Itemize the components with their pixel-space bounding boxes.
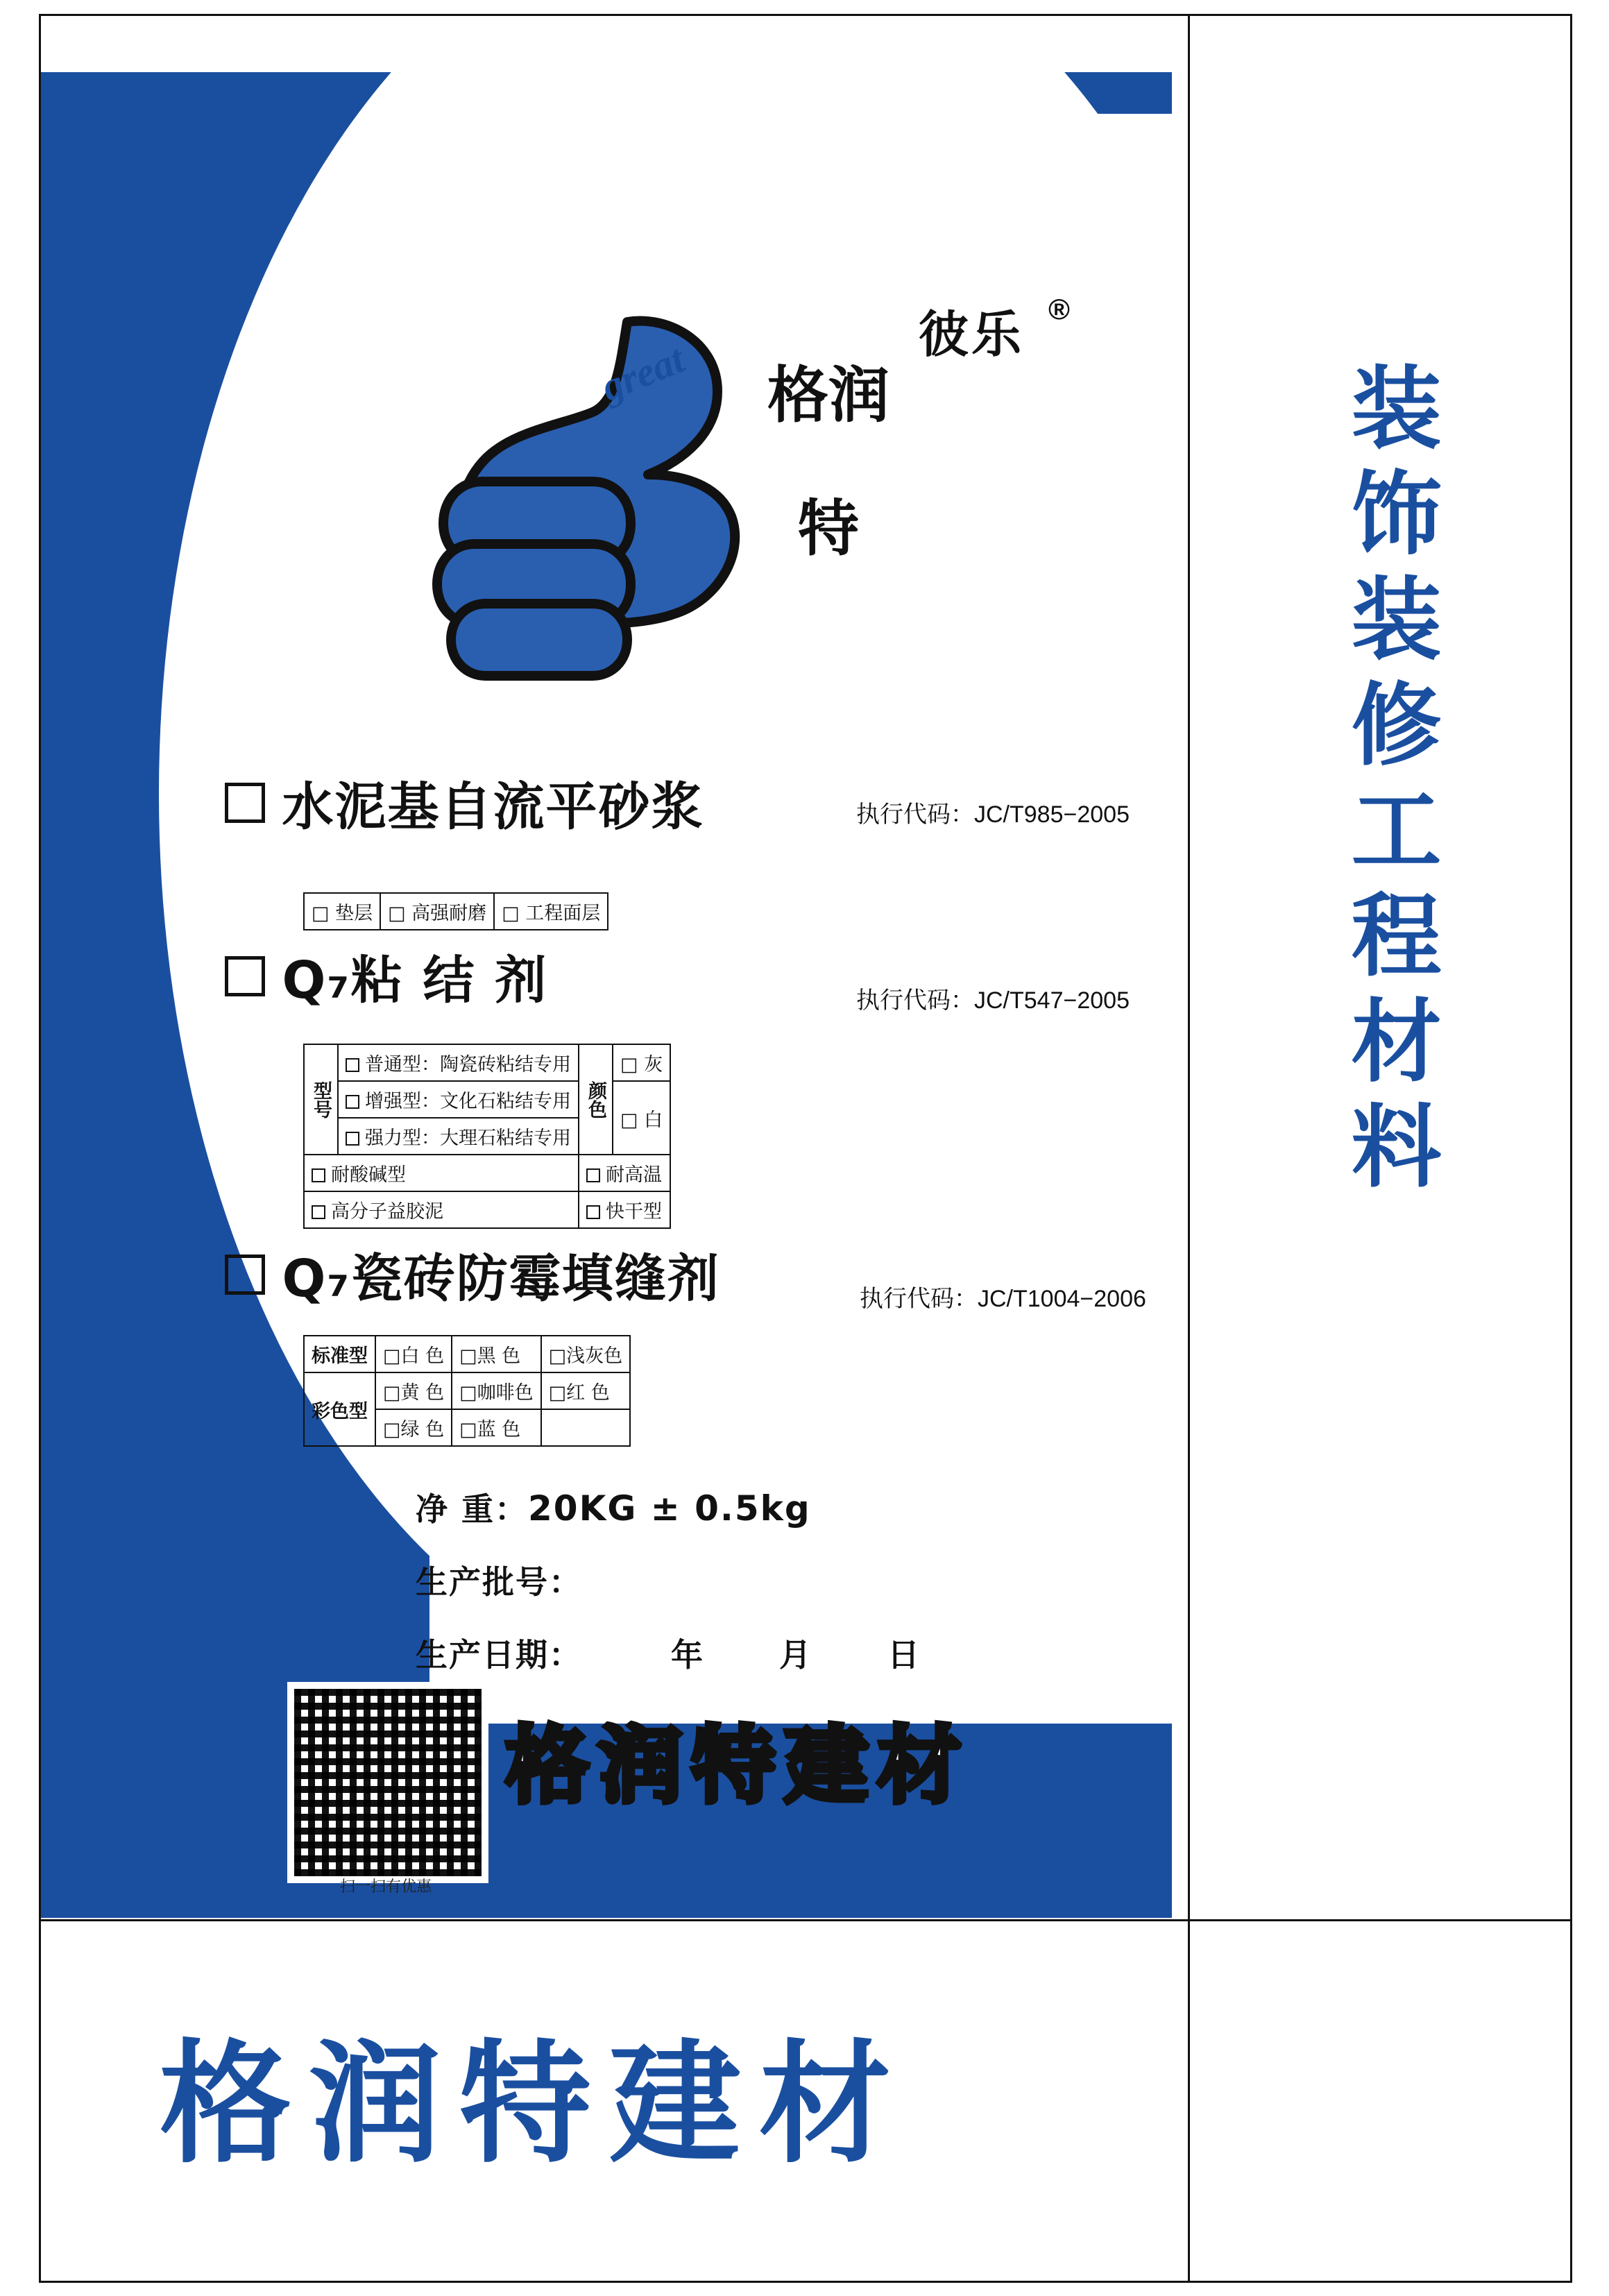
product-3-color-table xyxy=(303,1335,631,1447)
logo-chinese-name: 格润特 xyxy=(767,359,889,564)
logo-english-mark: great xyxy=(595,336,691,410)
product-1-option-cell[interactable]: □ 垫层 xyxy=(304,893,380,930)
production-date-label: 生产日期： xyxy=(416,1636,582,1674)
product-2-type-text: 强力型：大理石粘结专用 xyxy=(365,1128,571,1149)
product-2-type-text: 快干型 xyxy=(606,1201,662,1223)
bottom-brand-logo: 格润特建材 xyxy=(160,2027,910,2181)
product-2-type-label: 型号 xyxy=(304,1044,338,1155)
product-2-standard: 执行代码：JC/T547−2005 xyxy=(856,987,1130,1014)
batch-number-label: 生产批号： xyxy=(416,1563,582,1601)
product-3-color-cell-empty[interactable] xyxy=(541,1409,631,1446)
product-3-grade-color: 彩色型 xyxy=(304,1372,375,1446)
product-2-type-cell[interactable] xyxy=(579,1191,670,1228)
product-3-grade-standard: 标准型 xyxy=(304,1336,375,1372)
product-2-type-text: 耐酸碱型 xyxy=(331,1164,406,1186)
date-unit-day: 日 xyxy=(887,1636,921,1674)
product-2-type-cell[interactable] xyxy=(338,1081,579,1118)
product-1-checkbox[interactable] xyxy=(225,783,265,823)
checkbox-icon[interactable] xyxy=(586,1205,600,1219)
product-row-3 xyxy=(225,1238,720,1311)
product-1-title: 水泥基自流平砂浆 xyxy=(282,777,704,837)
product-2-checkbox[interactable] xyxy=(225,956,265,996)
main-panel xyxy=(41,72,1172,1918)
product-3-color-cell[interactable]: □红 色 xyxy=(541,1372,631,1409)
product-1-option-cell[interactable]: □ 高强耐磨 xyxy=(380,893,494,930)
product-3-color-cell[interactable]: □黄 色 xyxy=(375,1372,452,1409)
product-2-type-table xyxy=(303,1044,671,1229)
checkbox-icon[interactable] xyxy=(346,1058,359,1072)
product-2-type-cell[interactable] xyxy=(338,1044,579,1081)
net-weight-label: 净 重： xyxy=(416,1490,529,1528)
product-3-color-cell[interactable]: □咖啡色 xyxy=(452,1372,541,1409)
product-3-color-cell[interactable]: □绿 色 xyxy=(375,1409,452,1446)
panel-divider-rule xyxy=(1188,14,1190,2283)
thumbs-up-logo-icon xyxy=(419,301,766,697)
script-brand-logo: 格润特建材 xyxy=(506,1718,971,1814)
product-2-type-cell[interactable] xyxy=(338,1118,579,1155)
batch-number-row xyxy=(416,1557,582,1603)
product-1-standard: 执行代码：JC/T985−2005 xyxy=(856,801,1130,828)
product-row-2 xyxy=(225,939,547,1013)
product-2-type-text: 普通型：陶瓷砖粘结专用 xyxy=(365,1054,571,1075)
net-weight-value: 20KG ± 0.5kg xyxy=(528,1488,811,1529)
product-1-options-table xyxy=(303,892,608,930)
qr-code-caption: 扫一扫有优惠 xyxy=(339,1878,432,1895)
product-1-option-cell[interactable]: □ 工程面层 xyxy=(494,893,608,930)
product-2-color-label: 颜色 xyxy=(579,1044,613,1155)
product-3-checkbox[interactable] xyxy=(225,1255,265,1295)
product-row-1 xyxy=(225,766,704,840)
checkbox-icon[interactable] xyxy=(586,1168,600,1182)
product-2-type-cell[interactable] xyxy=(579,1155,670,1191)
net-weight-row xyxy=(416,1484,811,1530)
product-2-type-text: 耐高温 xyxy=(606,1164,662,1186)
checkbox-icon[interactable] xyxy=(346,1095,359,1109)
product-2-type-text: 高分子益胶泥 xyxy=(331,1201,443,1223)
product-3-color-cell[interactable]: □白 色 xyxy=(375,1336,452,1372)
date-unit-year: 年 xyxy=(671,1636,705,1674)
checkbox-icon[interactable] xyxy=(312,1168,325,1182)
production-date-row xyxy=(416,1630,921,1676)
vertical-slogan: 装饰装修工程材料 xyxy=(1336,361,1442,1205)
product-3-color-cell[interactable]: □蓝 色 xyxy=(452,1409,541,1446)
date-unit-month: 月 xyxy=(779,1636,813,1674)
checkbox-icon[interactable] xyxy=(312,1205,325,1219)
product-2-color-cell-gray[interactable]: □ 灰 xyxy=(613,1044,670,1081)
panel-content xyxy=(41,72,1172,1918)
product-3-standard: 执行代码：JC/T1004−2006 xyxy=(860,1286,1146,1312)
product-2-type-cell[interactable] xyxy=(304,1191,579,1228)
product-2-color-cell-white[interactable]: □ 白 xyxy=(613,1081,670,1155)
product-2-type-text: 增强型：文化石粘结专用 xyxy=(365,1091,571,1112)
product-3-color-cell[interactable]: □黑 色 xyxy=(452,1336,541,1372)
product-3-title: Q₇瓷砖防霉填缝剂 xyxy=(282,1249,720,1309)
product-2-title: Q₇粘 结 剂 xyxy=(282,951,548,1010)
product-3-color-cell[interactable]: □浅灰色 xyxy=(541,1336,631,1372)
registered-trademark-icon: ® xyxy=(1048,293,1070,325)
product-2-type-cell[interactable] xyxy=(304,1155,579,1191)
checkbox-icon[interactable] xyxy=(346,1132,359,1146)
bottom-divider-rule xyxy=(39,1919,1572,1921)
qr-code-icon[interactable] xyxy=(287,1682,488,1883)
sub-brand-label: 彼乐 xyxy=(919,305,1025,364)
